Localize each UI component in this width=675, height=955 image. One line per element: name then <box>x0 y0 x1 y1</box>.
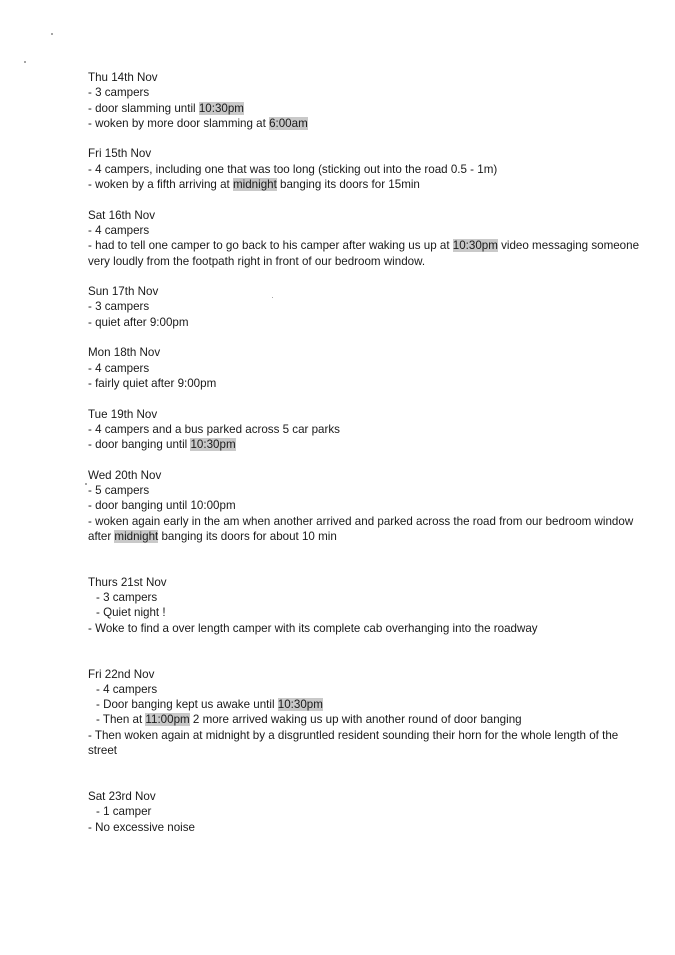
line-text: - Then at <box>96 713 146 727</box>
line-text: - 5 campers <box>88 484 150 498</box>
entry-line <box>88 223 648 238</box>
line-text: - Door banging kept us awake until <box>96 698 278 712</box>
scan-speck <box>24 61 26 63</box>
entry-line <box>88 361 648 376</box>
highlighted-time: midnight <box>114 529 159 543</box>
entry-line <box>88 697 648 712</box>
line-text: - 3 campers <box>88 86 150 100</box>
entry-spacer <box>88 391 648 406</box>
line-text: - 1 camper <box>96 805 152 819</box>
entry-spacer <box>88 452 648 467</box>
entry-spacer <box>88 758 648 789</box>
entry-date: Sat 23rd Nov <box>88 789 156 803</box>
highlighted-time: 10:30pm <box>190 438 236 452</box>
entry-line <box>88 498 648 513</box>
entry-line <box>88 238 648 269</box>
line-text: - Woke to find a over length camper with its complete cab overhanging into the roadway <box>88 621 538 635</box>
line-text: - door slamming until <box>88 101 199 115</box>
line-text: - quiet after 9:00pm <box>88 315 189 329</box>
entry-spacer <box>88 192 648 207</box>
line-text: - had to tell one camper to go back to his camper after waking us up at <box>88 239 453 253</box>
entry-line <box>88 483 648 498</box>
entry-line <box>88 712 648 727</box>
log-entry <box>88 789 648 835</box>
line-text: - woken by a fifth arriving at <box>88 178 233 192</box>
line-text: - Then woken again at midnight by a disgruntled resident sounding their horn for the whole length of the street <box>88 728 619 758</box>
entry-line <box>88 422 648 437</box>
entry-date: Thu 14th Nov <box>88 71 158 84</box>
entry-date: Thurs 21st Nov <box>88 575 167 589</box>
entry-line <box>88 804 648 819</box>
log-entry <box>88 208 648 269</box>
line-text: - fairly quiet after 9:00pm <box>88 376 217 390</box>
entry-date: Fri 15th Nov <box>88 147 152 161</box>
highlighted-time: 10:30pm <box>452 239 498 253</box>
entry-line <box>88 315 648 330</box>
line-text: - 4 campers <box>88 223 150 237</box>
entry-line <box>88 116 648 131</box>
highlighted-time: 10:30pm <box>277 698 323 712</box>
entry-date: Fri 22nd Nov <box>88 667 155 681</box>
entry-line <box>88 299 648 314</box>
line-text: - No excessive noise <box>88 820 195 834</box>
log-entry <box>88 667 648 759</box>
scan-speck <box>85 483 87 485</box>
entry-line <box>88 590 648 605</box>
scan-speck <box>51 33 53 35</box>
entry-date: Tue 19th Nov <box>88 407 158 421</box>
line-text: - 3 campers <box>96 591 158 605</box>
entry-spacer <box>88 269 648 284</box>
log-entry <box>88 407 648 453</box>
entry-line <box>88 177 648 192</box>
line-text: - 4 campers and a bus parked across 5 car parks <box>88 422 340 436</box>
entry-spacer <box>88 330 648 345</box>
line-text: banging its doors for 15min <box>276 178 420 192</box>
entry-date: Mon 18th Nov <box>88 346 161 360</box>
highlighted-time: 6:00am <box>269 116 308 130</box>
line-text: - door banging until <box>88 438 191 452</box>
entry-date: Sat 16th Nov <box>88 208 156 222</box>
entry-line <box>88 85 648 100</box>
line-text: - 3 campers <box>88 300 150 314</box>
entry-spacer <box>88 636 648 667</box>
highlighted-time: 11:00pm <box>145 713 190 727</box>
entry-line <box>88 728 648 759</box>
log-entry <box>88 468 648 544</box>
line-text: - Quiet night ! <box>96 606 166 620</box>
line-text: - 4 campers <box>96 682 158 696</box>
log-entry <box>88 70 648 131</box>
line-text: - door banging until 10:00pm <box>88 499 236 513</box>
entry-date: Sun 17th Nov <box>88 285 159 299</box>
highlighted-time: midnight <box>232 178 277 192</box>
entry-line <box>88 162 648 177</box>
entry-line <box>88 437 648 452</box>
log-entry <box>88 284 648 330</box>
log-entry <box>88 345 648 391</box>
entry-spacer <box>88 544 648 575</box>
log-entry <box>88 575 648 636</box>
entry-line <box>88 605 648 620</box>
entry-line <box>88 101 648 116</box>
entry-line <box>88 514 648 545</box>
line-text: banging its doors for about 10 min <box>158 529 337 543</box>
line-text: 2 more arrived waking us up with another round of door banging <box>189 713 522 727</box>
log-entry <box>88 146 648 192</box>
highlighted-time: 10:30pm <box>198 101 244 115</box>
line-text: video messaging someone very loudly from the footpath right in front of our bedroom window. <box>88 239 640 268</box>
log-entries <box>88 70 648 835</box>
entry-line <box>88 682 648 697</box>
entry-line <box>88 621 648 636</box>
entry-date: Wed 20th Nov <box>88 468 162 482</box>
line-text: - 4 campers, including one that was too long (sticking out into the road 0.5 - 1m) <box>88 162 498 176</box>
entry-line <box>88 376 648 391</box>
line-text: - woken again early in the am when another arrived and parked across the road from our bedroom window after <box>88 514 634 543</box>
entry-line <box>88 820 648 835</box>
entry-spacer <box>88 131 648 146</box>
line-text: - woken by more door slamming at <box>88 116 270 130</box>
line-text: - 4 campers <box>88 361 150 375</box>
